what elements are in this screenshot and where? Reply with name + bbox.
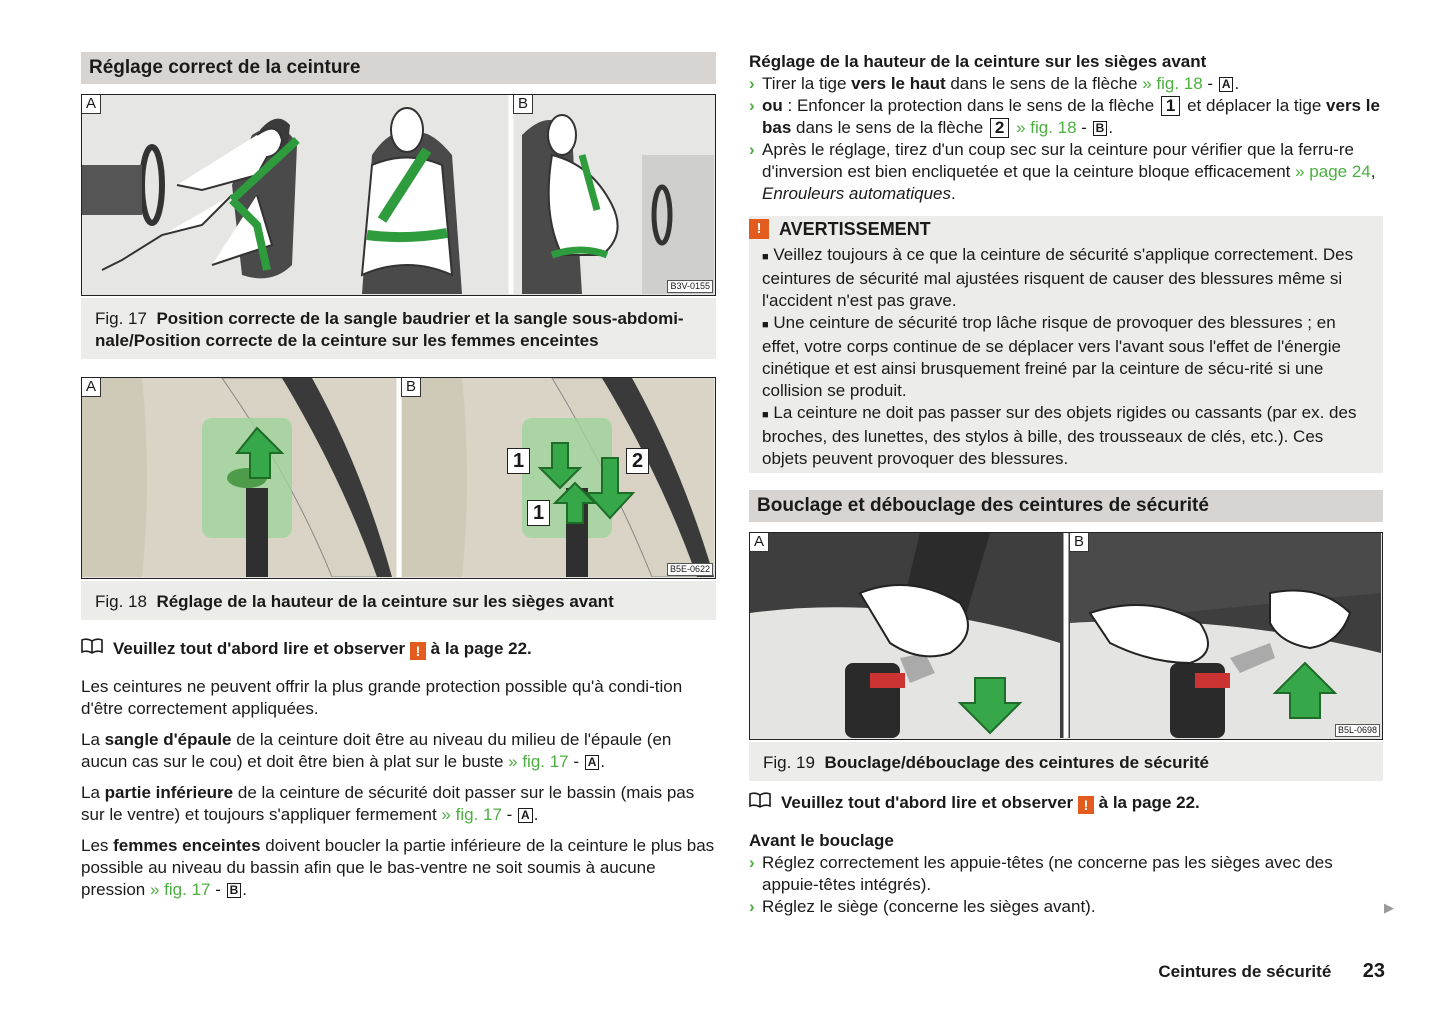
- arrow-label-2: 2: [626, 448, 649, 474]
- figure-18: [81, 377, 716, 579]
- warning-item: ■ Une ceinture de sécurité trop lâche risque de provoquer des blessures ; en effet, votre corps continue de se déplacer vers l'avant sous l'effet de l'énergie cinétique et est ainsi brusquement freiné par la ceinture de sécu-rité si une collision se produit.: [762, 313, 1341, 400]
- warning-title: AVERTISSEMENT: [779, 219, 931, 239]
- chevron-right-icon: ›: [749, 140, 755, 159]
- read-first-page: à la page 22.: [1098, 793, 1200, 812]
- read-first-text: Veuillez tout d'abord lire et observer: [781, 793, 1074, 812]
- instruction-item: › ou : Enfoncer la protection dans le sens de la flèche 1 et déplacer la tige vers le bas dans le sens de la flèche 2 » fig. 18 - B .: [749, 96, 1380, 137]
- panel-label-a: A: [750, 533, 769, 552]
- paragraph: Les ceintures ne peuvent offrir la plus grande protection possible qu'à condi-tion d'être correctement appliquées.: [81, 677, 683, 718]
- chevron-right-icon: ›: [749, 853, 755, 872]
- before-buckling-title: Avant le bouclage: [749, 831, 894, 850]
- warning-item: ■ Veillez toujours à ce que la ceinture de sécurité s'applique correctement. Des ceintures de sécurité mal ajustées risquent de causer des blessures même si l'accident n'est pas grave.: [762, 245, 1354, 310]
- warning-icon: !: [749, 219, 769, 239]
- panel-label-b: B: [513, 95, 533, 114]
- figure-19-caption: [749, 742, 1383, 781]
- body-text-left: [81, 676, 716, 910]
- panel-label-b: B: [1069, 533, 1089, 552]
- warning-icon: !: [410, 642, 426, 660]
- read-first-text: Veuillez tout d'abord lire et observer: [113, 639, 406, 658]
- figure-17-illustration: [82, 95, 714, 294]
- figure-17: [81, 94, 716, 296]
- warning-header: [749, 216, 1383, 240]
- section-title-bar: [81, 52, 716, 84]
- warning-item: ■ La ceinture ne doit pas passer sur des objets rigides ou cassants (par ex. des broches, des lunettes, des stylos à bille, des trousseaux de clés, etc.). Ces objets peuvent provoquer des blessures.: [762, 403, 1357, 468]
- figure-reference-link[interactable]: » fig. 17: [441, 805, 502, 824]
- book-icon: [749, 792, 773, 814]
- buckle-title-bar: [749, 490, 1383, 522]
- read-first-page: à la page 22.: [430, 639, 532, 658]
- chevron-right-icon: ›: [749, 74, 755, 93]
- page-footer: [1100, 960, 1385, 983]
- read-first-note: [749, 792, 1383, 814]
- paragraph-lap-belt: La partie inférieure de la ceinture de sécurité doit passer sur le bassin (mais pas sur le ventre) et toujours s'appliquer fermement » fig. 17 - A .: [81, 783, 695, 824]
- figure-reference-link[interactable]: » fig. 18: [1011, 118, 1077, 137]
- panel-label-b: B: [401, 378, 421, 397]
- page-number: 23: [1362, 960, 1385, 982]
- warning-icon: !: [1078, 796, 1094, 814]
- chevron-right-icon: ›: [749, 897, 755, 916]
- caption-number: Fig. 18: [95, 592, 147, 611]
- figure-18-caption: [81, 581, 716, 620]
- arrow-label-1-upper: 1: [507, 448, 530, 474]
- read-first-note: [81, 638, 716, 660]
- figure-code: B5E-0622: [667, 563, 713, 576]
- instruction-item: › Après le réglage, tirez d'un coup sec sur la ceinture pour vérifier que la ferru-re d'inversion est bien encliquetée et que la ceinture bloque efficacement » page 24, Enrouleurs automatiques.: [749, 140, 1376, 203]
- instruction-item: › Réglez correctement les appuie-têtes (ne concerne pas les sièges avec des appuie-têtes intégrés).: [749, 853, 1333, 894]
- paragraph-shoulder-strap: La sangle d'épaule de la ceinture doit être au niveau du milieu de l'épaule (en aucun cas sur le cou) et doit être bien à plat sur le buste » fig. 17 - A .: [81, 730, 672, 771]
- figure-19-illustration: [750, 533, 1381, 738]
- figure-code: B5L-0698: [1335, 724, 1380, 737]
- book-icon: [81, 638, 105, 660]
- warning-box: [749, 216, 1383, 473]
- page-reference-link[interactable]: » page 24: [1295, 162, 1371, 181]
- buckle-title: Bouclage et débouclage des ceintures de sécurité: [757, 495, 1209, 516]
- continue-arrow-icon: ▶: [1384, 900, 1394, 915]
- panel-label-a: A: [82, 95, 101, 114]
- caption-text: Position correcte de la sangle baudrier et la sangle sous-abdomi-nale/Position correcte de la ceinture sur les femmes enceintes: [95, 309, 684, 350]
- height-adjust-title: Réglage de la hauteur de la ceinture sur les sièges avant: [749, 52, 1207, 71]
- arrow-label-1-lower: 1: [527, 500, 550, 526]
- warning-list: [749, 240, 1383, 470]
- paragraph-pregnant: Les femmes enceintes doivent boucler la partie inférieure de la ceinture le plus bas possible au niveau du bassin afin que le bas-ventre ne soit soumis à aucune pression » fig. 17 - B .: [81, 836, 715, 899]
- caption-number: Fig. 17: [95, 309, 147, 328]
- chevron-right-icon: ›: [749, 96, 755, 115]
- section-title: Réglage correct de la ceinture: [89, 57, 361, 78]
- height-adjust-section: [749, 51, 1389, 205]
- chapter-name: Ceintures de sécurité: [1158, 962, 1332, 981]
- figure-reference-link[interactable]: » fig. 17: [508, 752, 569, 771]
- figure-18-illustration: [82, 378, 714, 577]
- caption-number: Fig. 19: [763, 753, 815, 772]
- figure-code: B3V-0155: [667, 280, 713, 293]
- panel-label-a: A: [82, 378, 101, 397]
- caption-text: Bouclage/débouclage des ceintures de sécurité: [824, 753, 1209, 772]
- figure-17-caption: [81, 298, 716, 359]
- figure-19: [749, 532, 1383, 740]
- instruction-item: › Réglez le siège (concerne les sièges avant).: [749, 897, 1096, 916]
- figure-reference-link[interactable]: » fig. 18: [1142, 74, 1203, 93]
- instruction-item: › Tirer la tige vers le haut dans le sens de la flèche » fig. 18 - A .: [749, 74, 1240, 93]
- figure-reference-link[interactable]: » fig. 17: [149, 880, 211, 899]
- before-buckling-section: [749, 830, 1383, 918]
- caption-text: Réglage de la hauteur de la ceinture sur les sièges avant: [156, 592, 614, 611]
